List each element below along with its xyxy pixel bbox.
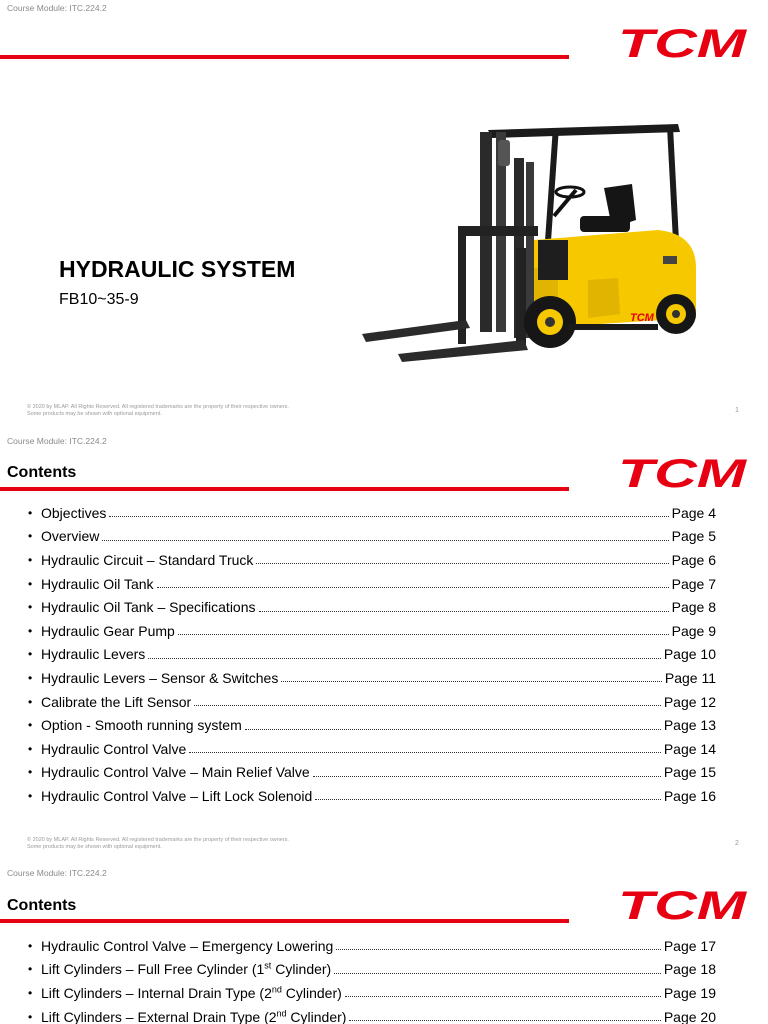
contents-item: • Hydraulic Levers – Sensor & Switches Page 11 (28, 669, 716, 686)
page-ref: Page 12 (663, 693, 716, 710)
course-module-label: Course Module: ITC.224.2 (7, 868, 107, 878)
contents-item: • Hydraulic Circuit – Standard Truck Page 6 (28, 551, 716, 568)
page-ref: Page 20 (663, 1008, 716, 1024)
slide-1 (0, 0, 768, 427)
contents-item: • Option - Smooth running system Page 13 (28, 717, 716, 734)
svg-text:TCM: TCM (630, 312, 654, 324)
page-ref: Page 14 (663, 740, 716, 757)
course-module-label: Course Module: ITC.224.2 (7, 3, 107, 13)
page-ref: Page 11 (664, 669, 716, 686)
header-red-rule (0, 55, 569, 59)
page-ref: Page 8 (671, 599, 716, 616)
contents-item: • Hydraulic Oil Tank – Specifications Page 8 (28, 599, 716, 616)
contents-list (28, 934, 716, 1024)
header-red-rule (0, 919, 569, 923)
contents-item: • Hydraulic Control Valve – Main Relief Valve Page 15 (28, 764, 716, 781)
page-ref: Page 10 (663, 646, 716, 663)
model-range: FB10~35-9 (59, 291, 139, 308)
presentation-title: HYDRAULIC SYSTEM (59, 256, 296, 282)
slide-number: 2 (735, 840, 739, 847)
page-ref: Page 15 (663, 764, 716, 781)
copyright-notice: © 2020 by MLAP. All Rights Reserved. All registered trademarks are the property of their respective owners. Some products may be shown with optional equipment. (27, 404, 289, 417)
contents-item: • Hydraulic Oil Tank Page 7 (28, 575, 716, 592)
page-ref: Page 17 (663, 937, 716, 954)
contents-item: • Lift Cylinders – Internal Drain Type (2nd Cylinder) Page 19 (28, 984, 716, 1001)
contents-item: • Hydraulic Levers Page 10 (28, 646, 716, 663)
page-ref: Page 19 (663, 984, 716, 1001)
contents-heading: Contents (7, 897, 77, 914)
forklift-image (358, 118, 706, 370)
page-ref: Page 7 (671, 575, 716, 592)
slide-3 (0, 864, 768, 1024)
contents-item: • Hydraulic Control Valve Page 14 (28, 740, 716, 757)
header-red-rule (0, 487, 569, 491)
contents-item: • Objectives Page 4 (28, 504, 716, 521)
page-ref: Page 6 (671, 551, 716, 568)
contents-heading: Contents (7, 464, 77, 481)
tcm-logo (618, 886, 748, 924)
svg-text:TCM: TCM (618, 886, 748, 924)
contents-item: • Hydraulic Gear Pump Page 9 (28, 622, 716, 639)
svg-text:TCM: TCM (618, 454, 748, 492)
svg-text:TCM: TCM (618, 24, 748, 62)
contents-item: • Overview Page 5 (28, 528, 716, 545)
page-ref: Page 4 (671, 504, 716, 521)
course-module-label: Course Module: ITC.224.2 (7, 436, 107, 446)
page-ref: Page 9 (671, 622, 716, 639)
slide-2 (0, 432, 768, 859)
contents-item: • Lift Cylinders – External Drain Type (2nd Cylinder) Page 20 (28, 1007, 716, 1024)
contents-item: • Calibrate the Lift Sensor Page 12 (28, 693, 716, 710)
page-ref: Page 5 (671, 528, 716, 545)
slide-number: 1 (735, 407, 739, 414)
copyright-notice: © 2020 by MLAP. All Rights Reserved. All registered trademarks are the property of their respective owners. Some products may be shown with optional equipment. (27, 837, 289, 850)
contents-item: • Lift Cylinders – Full Free Cylinder (1st Cylinder) Page 18 (28, 960, 716, 978)
page-ref: Page 16 (663, 787, 716, 804)
tcm-logo (618, 454, 748, 492)
page-ref: Page 13 (663, 717, 716, 734)
page-ref: Page 18 (663, 961, 716, 978)
contents-list (28, 501, 716, 808)
tcm-logo (618, 24, 748, 62)
contents-item: • Hydraulic Control Valve – Lift Lock Solenoid Page 16 (28, 787, 716, 804)
contents-item: • Hydraulic Control Valve – Emergency Lowering Page 17 (28, 937, 716, 954)
